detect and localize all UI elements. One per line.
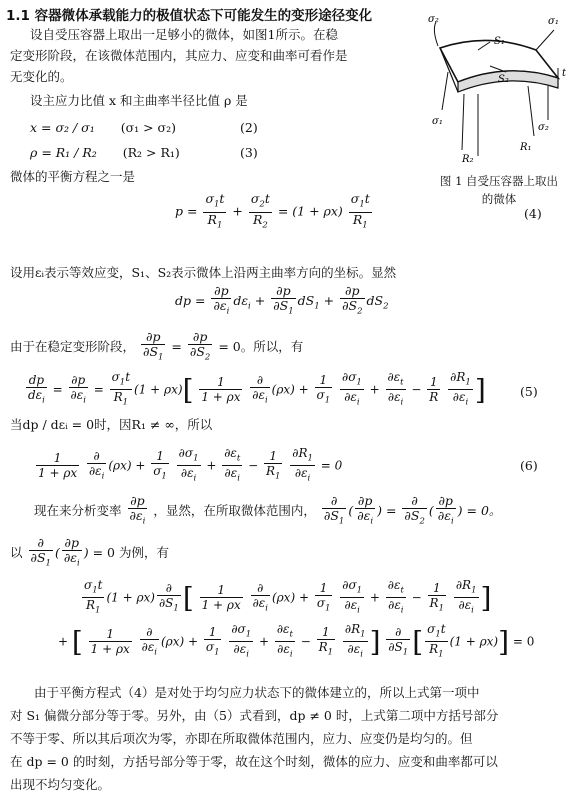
- figure-label: R₂: [462, 154, 474, 165]
- figure-caption: 图 1 自受压容器上取出 的微体: [439, 174, 559, 206]
- para-equivalent-strain: 设用εᵢ表示等效应变，S₁、S₂表示微体上沿两主曲率方向的坐标。显然: [10, 265, 397, 280]
- figure-label: σ₂: [428, 14, 439, 25]
- equation-4: p = $\frac{\sigma_1t}{R_1}$ + $\frac{\sigma_2t}{R_2}$ = (1 + ρx) $\frac{\sigma_1t}{R_1}$: [175, 191, 370, 230]
- balance-intro: 微体的平衡方程之一是: [10, 169, 136, 184]
- equation-7-line-2: + [ $\frac{1}{1 + \rho x}$ $\frac{\partial}{\partial\varepsilon_i}$ (ρx) + $\frac{1}{\sigma_1}$ $\frac{\partial\sigma_1}{\partial\varepsilon_i}$ + $\frac{\partial\varepsilon_t}{\partial\varepsilon_i}$ − $\frac{1}{R_1}$ $\frac{\partial R_1}{\partial\varepsilon_i}$ ] $\frac{\partial}{\partial S_1}$ [ $\frac{\sigma_1t}{R_1}$ (1 + ρx)] = 0: [58, 622, 535, 660]
- equation-6-number: (6): [520, 458, 538, 473]
- final-line-5: 出现不均匀变化。: [10, 777, 111, 792]
- figure-label: σ₁: [548, 16, 559, 27]
- intro-line-4: 设主应力比值 x 和主曲率半径比值 ρ 是: [30, 93, 248, 108]
- equation-dp: dp = $\frac{\partial p}{\partial\varepsilon_i}$ $d\varepsilon_i$ + $\frac{\partial p}{\partial S_1}$ $dS_1$ + $\frac{\partial p}{\partial S_2}$ $dS_2$: [175, 283, 389, 317]
- figure-label: σ₁: [432, 116, 443, 127]
- figure-label: R₁: [520, 142, 532, 153]
- final-line-4: 在 dp = 0 的时刻，方括号部分等于零，故在这个时刻，微体的应力、应变和曲率都可以: [10, 754, 498, 769]
- equation-4-number: (4): [524, 206, 542, 221]
- final-line-1: 由于平衡方程式（4）是对处于均匀应力状态下的微体建立的，所以上式第一项中: [34, 685, 480, 700]
- equation-6: $\frac{1}{1 + \rho x}$ $\frac{\partial}{\partial\varepsilon_i}$ (ρx) + $\frac{1}{\sigma_1}$ $\frac{\partial\sigma_1}{\partial\varepsilon_i}$ + $\frac{\partial\varepsilon_t}{\partial\varepsilon_i}$ − $\frac{1}{R_1}$ $\frac{\partial R_1}{\partial\varepsilon_i}$ = 0: [38, 446, 343, 484]
- figure-label: S₂: [498, 74, 509, 85]
- equation-3-number: (3): [240, 145, 258, 160]
- intro-line-3: 无变化的。: [10, 69, 73, 84]
- equation-3: ρ = R₁ / R₂ (R₂ > R₁): [30, 145, 180, 160]
- figure-label: S₁: [494, 36, 505, 47]
- equation-2: x = σ₂ / σ₁ (σ₁ > σ₂): [30, 120, 176, 135]
- equation-2-number: (2): [240, 120, 258, 135]
- intro-line-1: 设自受压容器上取出一足够小的微体，如图1所示。在稳: [30, 27, 338, 42]
- microelement-figure: [408, 10, 568, 170]
- para-when-zero: 当dp / dεᵢ = 0时，因R₁ ≠ ∞，所以: [10, 417, 213, 432]
- equation-7-line-1: $\frac{\sigma_1t}{R_1}$ (1 + ρx) $\frac{\partial}{\partial S_1}$ [ $\frac{1}{1 + \rho x}$ $\frac{\partial}{\partial\varepsilon_i}$ (ρx) + $\frac{1}{\sigma_1}$ $\frac{\partial\sigma_1}{\partial\varepsilon_i}$ + $\frac{\partial\varepsilon_t}{\partial\varepsilon_i}$ − $\frac{1}{R_1}$ $\frac{\partial R_1}{\partial\varepsilon_i}$ ]: [84, 578, 492, 616]
- figure-label: t: [562, 68, 567, 79]
- equation-5: $\frac{dp}{d\varepsilon_i}$ = $\frac{\partial p}{\partial\varepsilon_i}$ = $\frac{\sigma_1t}{R_1}$ (1 + ρx)[ $\frac{1}{1 + \rho x}$ $\frac{\partial}{\partial\varepsilon_i}$ (ρx) + $\frac{1}{\sigma_1}$ $\frac{\partial\sigma_1}{\partial\varepsilon_i}$ + $\frac{\partial\varepsilon_t}{\partial\varepsilon_i}$ − $\frac{1}{R}$ $\frac{\partial R_1}{\partial\varepsilon_i}$ ]: [28, 370, 486, 408]
- section-heading: 1.1 容器微体承载能力的极值状态下可能发生的变形途径变化: [6, 8, 373, 24]
- final-line-3: 不等于零、所以其后项次为零，亦即在所取微体范围内，应力、应变仍是均匀的。但: [10, 731, 473, 746]
- para-analyze: 现在来分析变率 $\frac{\partial p}{\partial\varepsilon_i}$ ，显然，在所取微体范围内， $\frac{\partial}{\partial S_1}$ ( $\frac{\partial p}{\partial\varepsilon_i}$ ) = $\frac{\partial}{\partial S_2}$ ( $\frac{\partial p}{\partial\varepsilon_i}$ ) = 0。: [34, 493, 502, 527]
- equation-5-number: (5): [520, 384, 538, 399]
- para-steady-stage: 由于在稳定变形阶段， $\frac{\partial p}{\partial S_1}$ = $\frac{\partial p}{\partial S_2}$ = 0。所以，有: [10, 329, 304, 363]
- para-take-example: 以 $\frac{\partial}{\partial S_1}$ ( $\frac{\partial p}{\partial\varepsilon_i}$ ) = 0 为例，有: [10, 535, 169, 569]
- intro-line-2: 定变形阶段，在该微体范围内，其应力、应变和曲率可看作是: [10, 48, 348, 63]
- figure-label: σ₂: [538, 122, 549, 133]
- final-line-2: 对 S₁ 偏微分部分等于零。另外，由（5）式看到，dp ≠ 0 时，上式第二项中方括号部分: [10, 708, 499, 723]
